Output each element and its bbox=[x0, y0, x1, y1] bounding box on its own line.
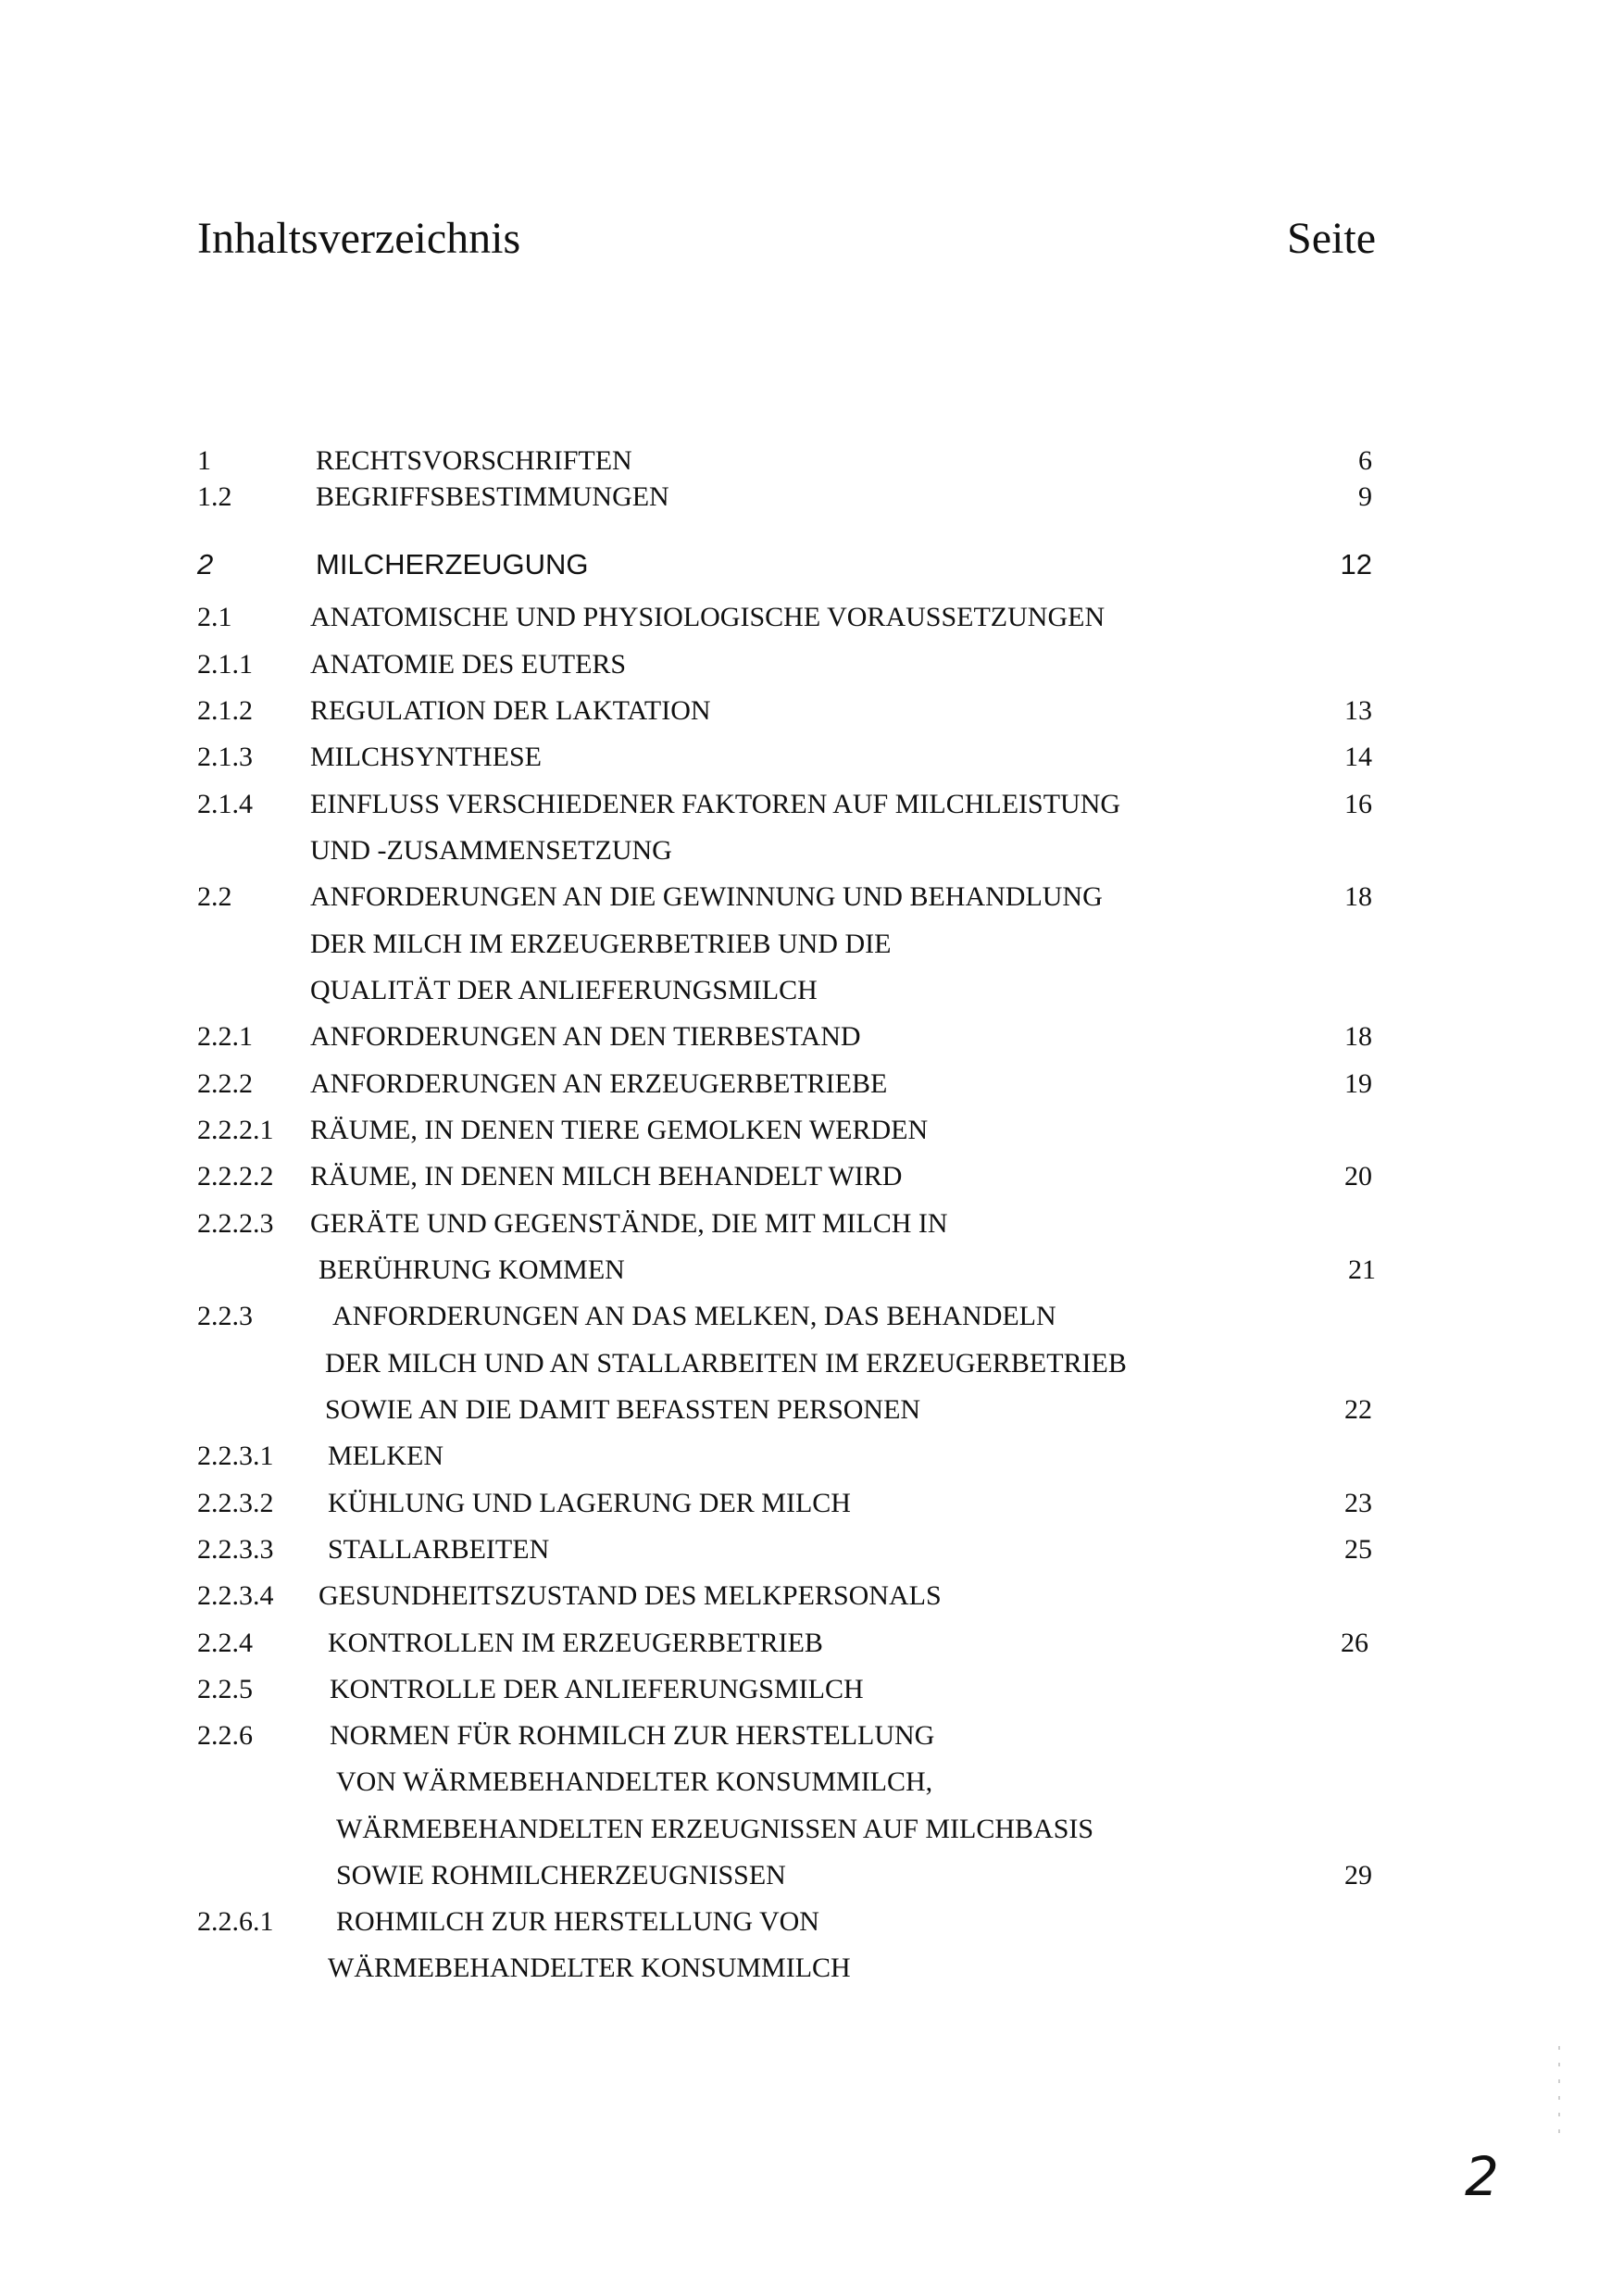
toc-entry bbox=[0, 594, 1624, 641]
entry-page: 26 bbox=[1341, 1628, 1368, 1658]
entry-title: RÄUME, IN DENEN MILCH BEHANDELT WIRD bbox=[310, 1161, 903, 1192]
entry-number: 2.2.4 bbox=[197, 1628, 253, 1658]
entry-title: DER MILCH UND AN STALLARBEITEN IM ERZEUGERBETRIEB bbox=[325, 1348, 1127, 1379]
entry-title: ANATOMIE DES EUTERS bbox=[310, 649, 627, 680]
entry-number: 2.2.5 bbox=[197, 1674, 253, 1704]
entry-page: 21 bbox=[1348, 1254, 1376, 1285]
entry-number: 1.2 bbox=[197, 481, 232, 512]
entry-number: 2.2.2 bbox=[197, 1068, 253, 1099]
entry-page: 19 bbox=[1344, 1068, 1372, 1099]
entry-title: ANFORDERUNGEN AN ERZEUGERBETRIEBE bbox=[310, 1068, 888, 1099]
entry-title: ANFORDERUNGEN AN DAS MELKEN, DAS BEHANDELN bbox=[332, 1301, 1056, 1331]
entry-title: SOWIE ROHMILCHERZEUGNISSEN bbox=[336, 1860, 786, 1890]
entry-number: 2.2.6 bbox=[197, 1720, 253, 1751]
toc-entry bbox=[0, 1341, 1624, 1387]
toc-entry bbox=[0, 781, 1624, 828]
entry-page: 22 bbox=[1344, 1394, 1372, 1425]
toc-entry bbox=[0, 642, 1624, 688]
toc-entry bbox=[0, 542, 1624, 588]
page-number: 2 bbox=[1465, 2145, 1499, 2208]
entry-number: 2.1.1 bbox=[197, 649, 253, 680]
entry-page: 9 bbox=[1358, 481, 1372, 512]
toc-entry bbox=[0, 1527, 1624, 1573]
entry-page: 25 bbox=[1344, 1534, 1372, 1565]
entry-page: 12 bbox=[1340, 548, 1372, 580]
scan-edge-mark bbox=[1558, 2046, 1560, 2139]
entry-page: 18 bbox=[1344, 881, 1372, 912]
toc-entry bbox=[0, 1713, 1624, 1759]
toc-entry bbox=[0, 828, 1624, 874]
entry-title: WÄRMEBEHANDELTEN ERZEUGNISSEN AUF MILCHBASIS bbox=[336, 1814, 1094, 1844]
entry-page: 20 bbox=[1344, 1161, 1372, 1192]
entry-title: KONTROLLE DER ANLIEFERUNGSMILCH bbox=[330, 1674, 864, 1704]
entry-number: 2.2.1 bbox=[197, 1021, 253, 1052]
toc-entry bbox=[0, 1806, 1624, 1853]
entry-title: BEGRIFFSBESTIMMUNGEN bbox=[316, 481, 669, 512]
toc-entry bbox=[0, 474, 1624, 520]
entry-title: ANFORDERUNGEN AN DIE GEWINNUNG UND BEHANDLUNG bbox=[310, 881, 1103, 912]
toc-entry bbox=[0, 1433, 1624, 1479]
entry-title: EINFLUSS VERSCHIEDENER FAKTOREN AUF MILCHLEISTUNG bbox=[310, 789, 1121, 819]
entry-number: 2.1.2 bbox=[197, 695, 253, 726]
toc-entry bbox=[0, 1759, 1624, 1805]
entry-page: 18 bbox=[1344, 1021, 1372, 1052]
toc-entry bbox=[0, 874, 1624, 920]
entry-title: STALLARBEITEN bbox=[328, 1534, 550, 1565]
entry-number: 2.2.2.1 bbox=[197, 1115, 274, 1145]
entry-title: QUALITÄT DER ANLIEFERUNGSMILCH bbox=[310, 975, 818, 1005]
entry-title: NORMEN FÜR ROHMILCH ZUR HERSTELLUNG bbox=[330, 1720, 935, 1751]
toc-entry bbox=[0, 1945, 1624, 1991]
entry-title: KONTROLLEN IM ERZEUGERBETRIEB bbox=[328, 1628, 823, 1658]
entry-number: 2.1.3 bbox=[197, 742, 253, 772]
entry-page: 14 bbox=[1344, 742, 1372, 772]
entry-number: 2.2.3.2 bbox=[197, 1488, 274, 1518]
toc-entry bbox=[0, 967, 1624, 1014]
entry-title: VON WÄRMEBEHANDELTER KONSUMMILCH, bbox=[336, 1766, 933, 1797]
entry-title: MILCHERZEUGUNG bbox=[316, 548, 589, 580]
toc-title: Inhaltsverzeichnis bbox=[197, 214, 521, 263]
entry-page: 6 bbox=[1358, 445, 1372, 476]
entry-title: RECHTSVORSCHRIFTEN bbox=[316, 445, 632, 476]
toc-entry bbox=[0, 1480, 1624, 1527]
entry-title: REGULATION DER LAKTATION bbox=[310, 695, 711, 726]
entry-number: 2.2.3 bbox=[197, 1301, 253, 1331]
toc-entry bbox=[0, 921, 1624, 967]
entry-title: ROHMILCH ZUR HERSTELLUNG VON bbox=[336, 1906, 819, 1937]
entry-title: RÄUME, IN DENEN TIERE GEMOLKEN WERDEN bbox=[310, 1115, 929, 1145]
toc-entry bbox=[0, 1899, 1624, 1945]
entry-number: 2.1 bbox=[197, 602, 232, 632]
entry-number: 1 bbox=[197, 445, 211, 476]
toc-entry bbox=[0, 688, 1624, 734]
entry-title: UND -ZUSAMMENSETZUNG bbox=[310, 835, 672, 866]
entry-number: 2.2.3.3 bbox=[197, 1534, 274, 1565]
entry-title: ANATOMISCHE UND PHYSIOLOGISCHE VORAUSSETZUNGEN bbox=[310, 602, 1106, 632]
toc-entry bbox=[0, 1666, 1624, 1713]
entry-title: DER MILCH IM ERZEUGERBETRIEB UND DIE bbox=[310, 929, 892, 959]
entry-number: 2.2.6.1 bbox=[197, 1906, 274, 1937]
entry-title: BERÜHRUNG KOMMEN bbox=[319, 1254, 625, 1285]
entry-title: SOWIE AN DIE DAMIT BEFASSTEN PERSONEN bbox=[325, 1394, 921, 1425]
toc-entry bbox=[0, 1620, 1624, 1666]
toc-entry bbox=[0, 1293, 1624, 1340]
entry-page: 29 bbox=[1344, 1860, 1372, 1890]
toc-entry bbox=[0, 1573, 1624, 1619]
toc-entry bbox=[0, 1247, 1624, 1293]
entry-title: WÄRMEBEHANDELTER KONSUMMILCH bbox=[328, 1953, 851, 1983]
toc-entry bbox=[0, 1201, 1624, 1247]
entry-page: 13 bbox=[1344, 695, 1372, 726]
entry-title: GESUNDHEITSZUSTAND DES MELKPERSONALS bbox=[319, 1580, 942, 1611]
entry-number: 2.2.2.3 bbox=[197, 1208, 274, 1239]
entry-title: MILCHSYNTHESE bbox=[310, 742, 543, 772]
toc-entry bbox=[0, 1853, 1624, 1899]
toc-entry bbox=[0, 1107, 1624, 1154]
entry-number: 2.1.4 bbox=[197, 789, 253, 819]
entry-number: 2.2.3.1 bbox=[197, 1441, 274, 1471]
entry-number: 2.2.3.4 bbox=[197, 1580, 274, 1611]
entry-number: 2.2.2.2 bbox=[197, 1161, 274, 1192]
entry-title: ANFORDERUNGEN AN DEN TIERBESTAND bbox=[310, 1021, 861, 1052]
toc-entry bbox=[0, 1061, 1624, 1107]
entry-number: 2 bbox=[197, 548, 214, 580]
toc-entry bbox=[0, 734, 1624, 780]
entry-page: 16 bbox=[1344, 789, 1372, 819]
entry-page: 23 bbox=[1344, 1488, 1372, 1518]
entry-title: KÜHLUNG UND LAGERUNG DER MILCH bbox=[328, 1488, 851, 1518]
entry-title: MELKEN bbox=[328, 1441, 443, 1471]
toc-entry bbox=[0, 1154, 1624, 1200]
entry-title: GERÄTE UND GEGENSTÄNDE, DIE MIT MILCH IN bbox=[310, 1208, 948, 1239]
page-column-label: Seite bbox=[1287, 214, 1376, 263]
toc-entry bbox=[0, 1387, 1624, 1433]
toc-entry bbox=[0, 1014, 1624, 1060]
entry-number: 2.2 bbox=[197, 881, 232, 912]
